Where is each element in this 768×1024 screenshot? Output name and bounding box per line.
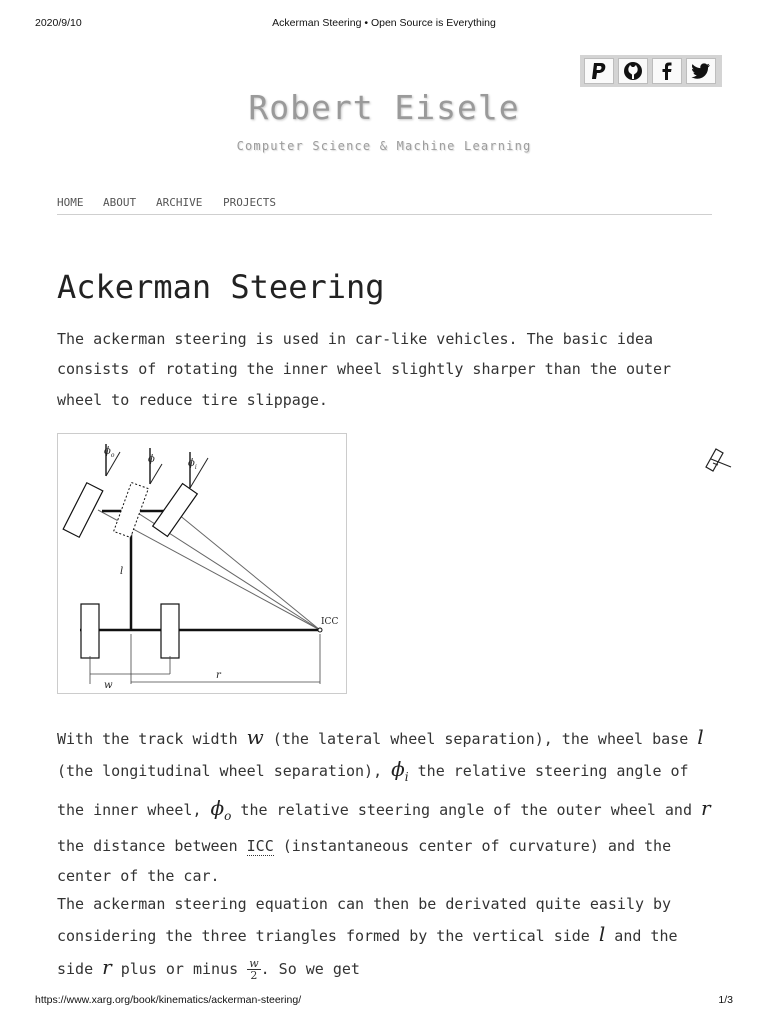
math-phi-i: $\phi_i$ [391, 757, 409, 785]
math-w-over-2: $\frac{w}{2}$ [249, 956, 259, 982]
math-l: l [697, 725, 704, 749]
print-footer [0, 994, 768, 1008]
paypal-link[interactable] [584, 58, 614, 84]
ackerman-diagram-svg [58, 434, 346, 693]
label-phi: ϕ [148, 454, 155, 465]
social-links [580, 55, 722, 87]
ackerman-diagram [57, 433, 347, 694]
github-link[interactable] [618, 58, 648, 84]
print-page-number: 1/3 [718, 994, 733, 1006]
label-w: w [104, 680, 113, 691]
nav-about[interactable]: ABOUT [103, 196, 137, 209]
print-header [0, 17, 768, 31]
twitter-link[interactable] [686, 58, 716, 84]
definitions-paragraph: With the track width w (the lateral wheel separation), the wheel base l (the longitudinal wheel separation), $\phi_i$ the relative steering angle of the inner wheel, $\phi_o$ the relative steering angle of the outer wheel and r the distance between ICC (instantaneous center of curvature) and the center of the car. [57, 725, 711, 886]
pencil-icon[interactable] [703, 443, 735, 479]
derivation-paragraph: The ackerman steering equation can then be derivated quite easily by considering the three triangles formed by the vertical side l and the side r plus or minus $\frac{w}{2}$ . So we get [57, 895, 678, 982]
math-phi-o: $\phi_o$ [210, 795, 232, 823]
label-phi-o-sub: o [110, 452, 115, 459]
page-title: Ackerman Steering [57, 268, 385, 306]
facebook-link[interactable] [652, 58, 682, 84]
github-icon [623, 61, 643, 81]
site-tagline: Computer Science & Machine Learning [236, 139, 532, 153]
intro-paragraph: The ackerman steering is used in car-like vehicles. The basic idea consists of rotating the inner wheel slightly sharper than the outer wheel to reduce tire slippage. [57, 330, 672, 409]
icc-abbreviation[interactable]: ICC [246, 836, 274, 855]
label-phi-o: ϕ [104, 446, 111, 457]
nav-projects[interactable]: PROJECTS [223, 196, 276, 209]
math-l-2: l [598, 922, 606, 947]
print-date: 2020/9/10 [35, 17, 82, 29]
site-name[interactable]: Robert Eisele [248, 88, 520, 127]
main-nav [57, 196, 712, 215]
label-icc: ICC [321, 617, 339, 627]
label-l: l [120, 566, 124, 577]
print-url: https://www.xarg.org/book/kinematics/ackerman-steering/ [35, 994, 302, 1006]
nav-home[interactable]: HOME [57, 196, 84, 209]
label-r: r [216, 670, 221, 681]
label-phi-i-sub: i [194, 464, 197, 471]
paypal-icon [589, 61, 609, 81]
nav-archive[interactable]: ARCHIVE [156, 196, 203, 209]
label-phi-i: ϕ [188, 458, 195, 469]
twitter-icon [691, 61, 711, 81]
print-title: Ackerman Steering • Open Source is Everything [272, 17, 496, 29]
math-r: r [701, 795, 711, 820]
math-r-2: r [102, 954, 112, 979]
facebook-icon [657, 61, 677, 81]
math-w: w [246, 725, 264, 749]
